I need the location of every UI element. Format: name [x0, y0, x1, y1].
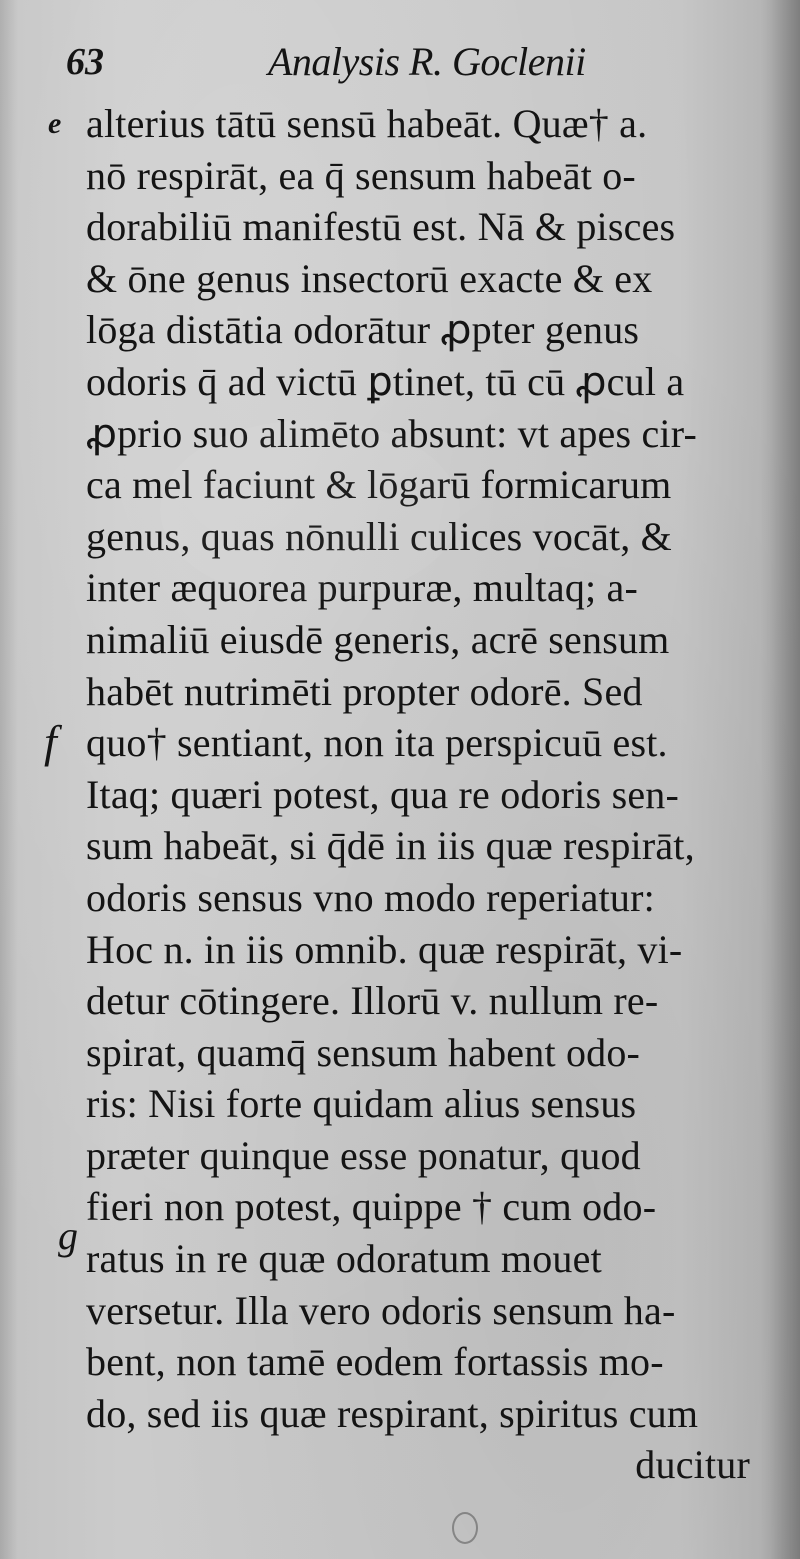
text-line: versetur. Illa vero odoris sensum ha-	[86, 1287, 676, 1333]
text-line: quo† sentiant, non ita perspicuū est.	[86, 720, 668, 766]
body-text	[86, 98, 762, 1491]
text-line: fieri non potest, quippe † cum odo-	[86, 1184, 657, 1230]
text-line: alterius tātū sensū habeāt. Quæ† a.	[86, 101, 648, 146]
text-line: præter quinque esse ponatur, quod	[86, 1132, 641, 1178]
page-edge-shadow	[760, 0, 800, 1559]
text-line: Hoc n. in iis omnib. quæ respirāt, vi-	[86, 926, 683, 972]
text-line: & ōne genus insectorū exacte & ex	[86, 255, 653, 301]
text-line: nō respirāt, ea q̄ sensum habeāt o-	[86, 152, 636, 198]
text-line: odoris sensus vno modo reperiatur:	[86, 874, 655, 920]
text-line: habēt nutrimēti propter odorē. Sed	[86, 668, 643, 714]
text-line: nimaliū eiusdē generis, acrē sensum	[86, 616, 670, 662]
running-head: Analysis R. Goclenii	[268, 39, 586, 84]
marginal-letter-e: e	[48, 107, 62, 140]
text-line: detur cōtingere. Illorū v. nullum re-	[86, 978, 659, 1024]
text-line: Itaq; quæri potest, qua re odoris sen-	[86, 771, 680, 817]
marginal-letter-f: f	[44, 716, 57, 767]
marginal-letter-g: g	[58, 1213, 78, 1258]
text-line: inter æquorea purpuræ, multaq; a-	[86, 565, 639, 611]
text-line: ꝓprio suo alimēto absunt: vt apes cir-	[86, 410, 697, 456]
text-line: ris: Nisi forte quidam alius sensus	[86, 1081, 637, 1127]
text-line: genus, quas nōnulli culices vocāt, &	[86, 513, 672, 559]
text-line: lōga distātia odorātur ꝓpter genus	[86, 307, 640, 353]
page-number: 63	[66, 41, 104, 83]
paper-blemish	[452, 1512, 478, 1544]
text-line: sum habeāt, si q̄dē in iis quæ respirāt,	[86, 823, 695, 869]
text-line: dorabiliū manifestū est. Nā & pisces	[86, 204, 676, 250]
text-line: bent, non tamē eodem fortassis mo-	[86, 1339, 664, 1385]
catchword: ducitur	[635, 1442, 750, 1488]
text-line: do, sed iis quæ respirant, spiritus cum	[86, 1390, 699, 1436]
text-line: ratus in re quæ odoratum mouet	[86, 1236, 602, 1282]
text-line: ca mel faciunt & lōgarū formicarum	[86, 462, 672, 508]
text-line: odoris q̄ ad victū ꝑtinet, tū cū ꝓcul a	[86, 358, 685, 404]
text-line: spirat, quamq̄ sensum habent odo-	[86, 1029, 641, 1075]
page-header	[0, 38, 800, 88]
